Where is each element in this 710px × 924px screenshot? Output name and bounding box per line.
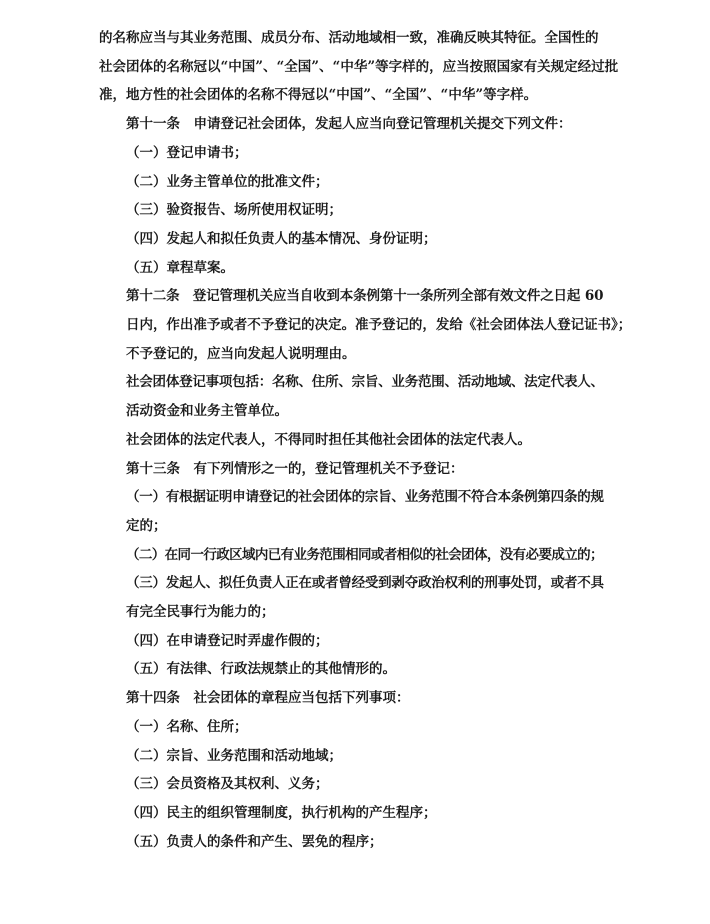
text-line: （二）在同一行政区域内已有业务范围相同或者相似的社会团体，没有必要成立的； xyxy=(126,546,603,563)
text-line: 定的； xyxy=(126,517,167,534)
text-line: 日内，作出准予或者不予登记的决定。准予登记的，发给《社会团体法人登记证书》； xyxy=(126,317,632,334)
text-line: 不予登记的，应当向发起人说明理由。 xyxy=(126,345,356,362)
paragraph xyxy=(99,828,631,857)
text-line: 的名称应当与其业务范围、成员分布、活动地域相一致，准确反映其特征。全国性的 xyxy=(99,30,599,46)
text-line: （二）宗旨、业务范围和活动地域； xyxy=(126,747,342,764)
paragraph xyxy=(99,655,631,684)
text-line: （五）负责人的条件和产生、罢免的程序； xyxy=(126,833,383,850)
text-line: （三）验资报告、场所使用权证明； xyxy=(126,202,342,219)
text-line: （一）登记申请书； xyxy=(126,144,248,161)
text-line: 第十三条 有下列情形之一的，登记管理机关不予登记： xyxy=(126,460,464,477)
paragraph xyxy=(99,770,631,799)
paragraph xyxy=(99,168,631,197)
text-line: （五）有法律、行政法规禁止的其他情形的。 xyxy=(126,661,396,678)
paragraph xyxy=(99,455,631,484)
text-line: （四）民主的组织管理制度，执行机构的产生程序； xyxy=(126,804,437,821)
text-line: （一）名称、住所； xyxy=(126,718,248,735)
paragraph xyxy=(99,426,631,455)
paragraph xyxy=(99,541,631,570)
paragraph xyxy=(99,225,631,254)
text-line: 第十四条 社会团体的章程应当包括下列事项： xyxy=(126,690,410,707)
paragraph xyxy=(99,196,631,225)
document-body xyxy=(99,24,631,856)
text-line: （二）业务主管单位的批准文件； xyxy=(126,173,329,190)
paragraph xyxy=(99,684,631,713)
paragraph xyxy=(99,799,631,828)
paragraph xyxy=(99,713,631,742)
text-line: 活动资金和业务主管单位。 xyxy=(126,403,288,420)
paragraph xyxy=(99,483,631,540)
paragraph xyxy=(99,110,631,139)
text-line: （一）有根据证明申请登记的社会团体的宗旨、业务范围不符合本条例第四条的规 xyxy=(126,489,604,506)
text-line: （四）发起人和拟任负责人的基本情况、身份证明； xyxy=(126,230,437,247)
paragraph xyxy=(99,742,631,771)
paragraph xyxy=(99,368,631,425)
paragraph xyxy=(99,254,631,283)
text-line: （三）发起人、拟任负责人正在或者曾经受到剥夺政治权利的刑事处罚，或者不具 xyxy=(126,575,604,592)
text-line: （四）在申请登记时弄虚作假的； xyxy=(126,632,329,649)
text-line: 社会团体的法定代表人，不得同时担任其他社会团体的法定代表人。 xyxy=(126,431,531,448)
paragraph xyxy=(99,24,631,110)
paragraph xyxy=(99,569,631,626)
paragraph xyxy=(99,627,631,656)
paragraph xyxy=(99,282,631,368)
text-line: 第十二条 登记管理机关应当自收到本条例第十一条所列全部有效文件之日起 60 xyxy=(126,288,604,305)
text-line: （五）章程草案。 xyxy=(126,259,234,276)
text-line: 社会团体登记事项包括：名称、住所、宗旨、业务范围、活动地域、法定代表人、 xyxy=(126,374,604,391)
text-line: 有完全民事行为能力的； xyxy=(126,604,275,621)
text-line: 第十一条 申请登记社会团体，发起人应当向登记管理机关提交下列文件： xyxy=(126,116,572,133)
text-line: （三）会员资格及其权利、义务； xyxy=(126,776,329,793)
text-line: 社会团体的名称冠以“中国”、“全国”、“中华”等字样的，应当按照国家有关规定经过批 xyxy=(99,58,619,75)
paragraph xyxy=(99,139,631,168)
text-line: 准，地方性的社会团体的名称不得冠以“中国”、“全国”、“中华”等字样。 xyxy=(99,87,538,104)
